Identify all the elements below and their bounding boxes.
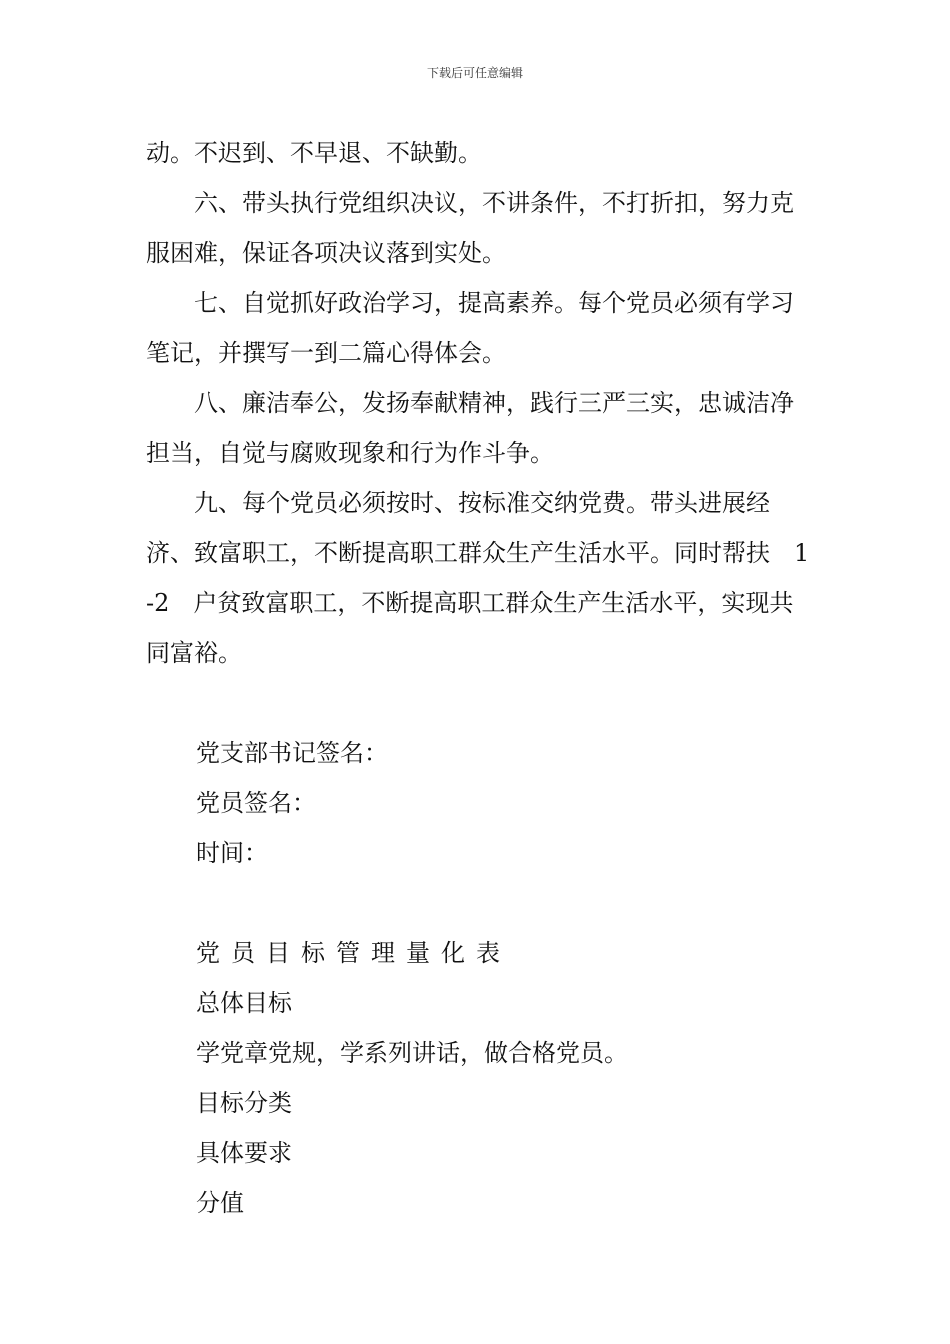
column-header-requirement: 具体要求: [196, 1139, 292, 1167]
spacer: [146, 678, 810, 728]
column-header-category: 目标分类: [196, 1089, 292, 1117]
overall-goal-text: 学党章党规，学系列讲话，做合格党员。: [196, 1039, 628, 1067]
paragraph-continuation: 动。不迟到、不早退、不缺勤。: [146, 139, 482, 167]
table-title: 党员目标管理量化表: [196, 939, 511, 967]
document-body: [146, 128, 810, 1228]
secretary-signature-label: 党支部书记签名：: [196, 739, 388, 767]
page-header: 下载后可任意编辑: [426, 66, 523, 80]
member-signature-label: 党员签名：: [196, 789, 316, 817]
paragraph-item-8: 八、廉洁奉公，发扬奉献精神，践行三严三实，忠诚洁净担当，自觉与腐败现象和行为作斗争。: [146, 389, 794, 467]
spacer: [146, 878, 810, 928]
column-header-score: 分值: [196, 1189, 244, 1217]
overall-goal-label: 总体目标: [196, 989, 292, 1017]
paragraph-item-9: 九、每个党员必须按时、按标准交纳党费。带头进展经济、致富职工，不断提高职工群众生产生活水平。同时帮扶 1-2 户贫致富职工，不断提高职工群众生产生活水平，实现共同富裕。: [146, 489, 810, 667]
time-label: 时间：: [196, 839, 268, 867]
paragraph-item-7: 七、自觉抓好政治学习，提高素养。每个党员必须有学习笔记，并撰写一到二篇心得体会。: [146, 289, 794, 367]
paragraph-item-6: 六、带头执行党组织决议，不讲条件，不打折扣，努力克服困难，保证各项决议落到实处。: [146, 189, 794, 267]
